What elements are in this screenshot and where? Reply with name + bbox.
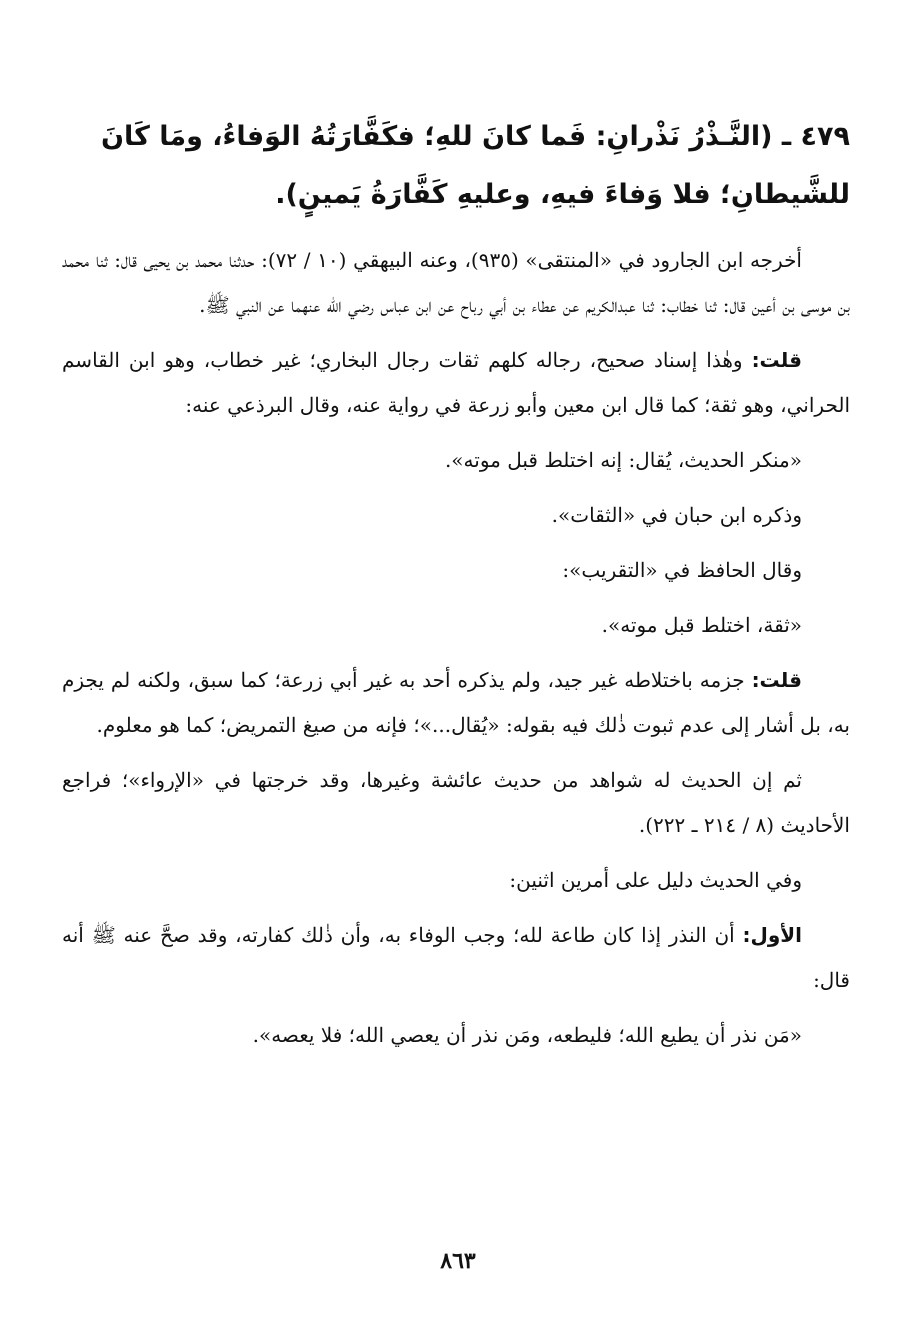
hadith-quote-paragraph: [62, 1013, 850, 1058]
isnad-assessment-paragraph: [62, 338, 850, 428]
paragraph-lead: قلت:: [751, 668, 802, 692]
paragraph-text: ثم إن الحديث له شواهد من حديث عائشة وغيرها، وقد خرجتها في «الإرواء»؛ فراجع الأحاديث (٨ / ٢١٤ ـ ٢٢٢).: [62, 768, 850, 837]
paragraph-lead: الأول:: [742, 923, 803, 947]
paragraph-lead: قلت:: [751, 348, 802, 372]
hadith-text: (النَّـذْرُ نَذْرانِ: فَما كانَ للهِ؛ فكَفَّارَتُهُ الوَفاءُ، ومَا كَانَ للشَّيطانِ؛ فلا وَفاءَ فيهِ، وعليهِ كَفَّارَةُ يَمينٍ).: [100, 121, 850, 210]
page-body: [62, 108, 850, 1068]
paragraph-text: جزمه باختلاطه غير جيد، ولم يذكره أحد به غير أبي زرعة؛ كما سبق، ولكنه لم يجزم به، بل أشار إلى عدم ثبوت ذٰلك فيه بقوله: «يُقال...»؛ فإنه من صيغ التمريض؛ كما هو معلوم.: [62, 668, 850, 737]
hadith-number: ٤٧٩ ـ: [781, 121, 850, 152]
paragraph-text: «مَن نذر أن يطيع الله؛ فليطعه، ومَن نذر أن يعصي الله؛ فلا يعصه».: [252, 1023, 802, 1047]
paragraph-text: أخرجه ابن الجارود في «المنتقى» (٩٣٥)، وعنه البيهقي (١٠ / ٧٢): حدثنا محمد بن يحيى قال: ثنا محمد بن موسى بن أعين قال: ثنا خطاب: ثنا عبدالكريم عن عطاء بن أبي رباح عن ابن عباس رضي الله عنهما عن النبي ﷺ.: [62, 248, 850, 317]
paragraph-text: وذكره ابن حبان في «الثقات».: [551, 503, 802, 527]
quote-paragraph: [62, 438, 850, 483]
first-point-paragraph: [62, 913, 850, 1003]
ibn-hibban-paragraph: [62, 493, 850, 538]
paragraph-text: وقال الحافظ في «التقريب»:: [562, 558, 802, 582]
takhrij-paragraph: [62, 238, 850, 328]
paragraph-text: «ثقة، اختلط قبل موته».: [601, 613, 802, 637]
two-points-paragraph: [62, 858, 850, 903]
paragraph-text: أن النذر إذا كان طاعة لله؛ وجب الوفاء به، وأن ذٰلك كفارته، وقد صحَّ عنه ﷺ أنه قال:: [62, 923, 850, 992]
hadith-heading: [62, 108, 850, 224]
hafiz-paragraph: [62, 548, 850, 593]
page-number: ٨٦٣: [440, 1248, 476, 1274]
paragraph-text: «منكر الحديث، يُقال: إنه اختلط قبل موته».: [444, 448, 802, 472]
paragraph-text: وفي الحديث دليل على أمرين اثنين:: [509, 868, 802, 892]
shawahid-paragraph: [62, 758, 850, 848]
critique-paragraph: [62, 658, 850, 748]
taqrib-quote-paragraph: [62, 603, 850, 648]
paragraph-text: وهٰذا إسناد صحيح، رجاله كلهم ثقات رجال البخاري؛ غير خطاب، وهو ابن القاسم الحراني، وهو ثقة؛ كما قال ابن معين وأبو زرعة في رواية عنه، وقال البرذعي عنه:: [62, 348, 850, 417]
